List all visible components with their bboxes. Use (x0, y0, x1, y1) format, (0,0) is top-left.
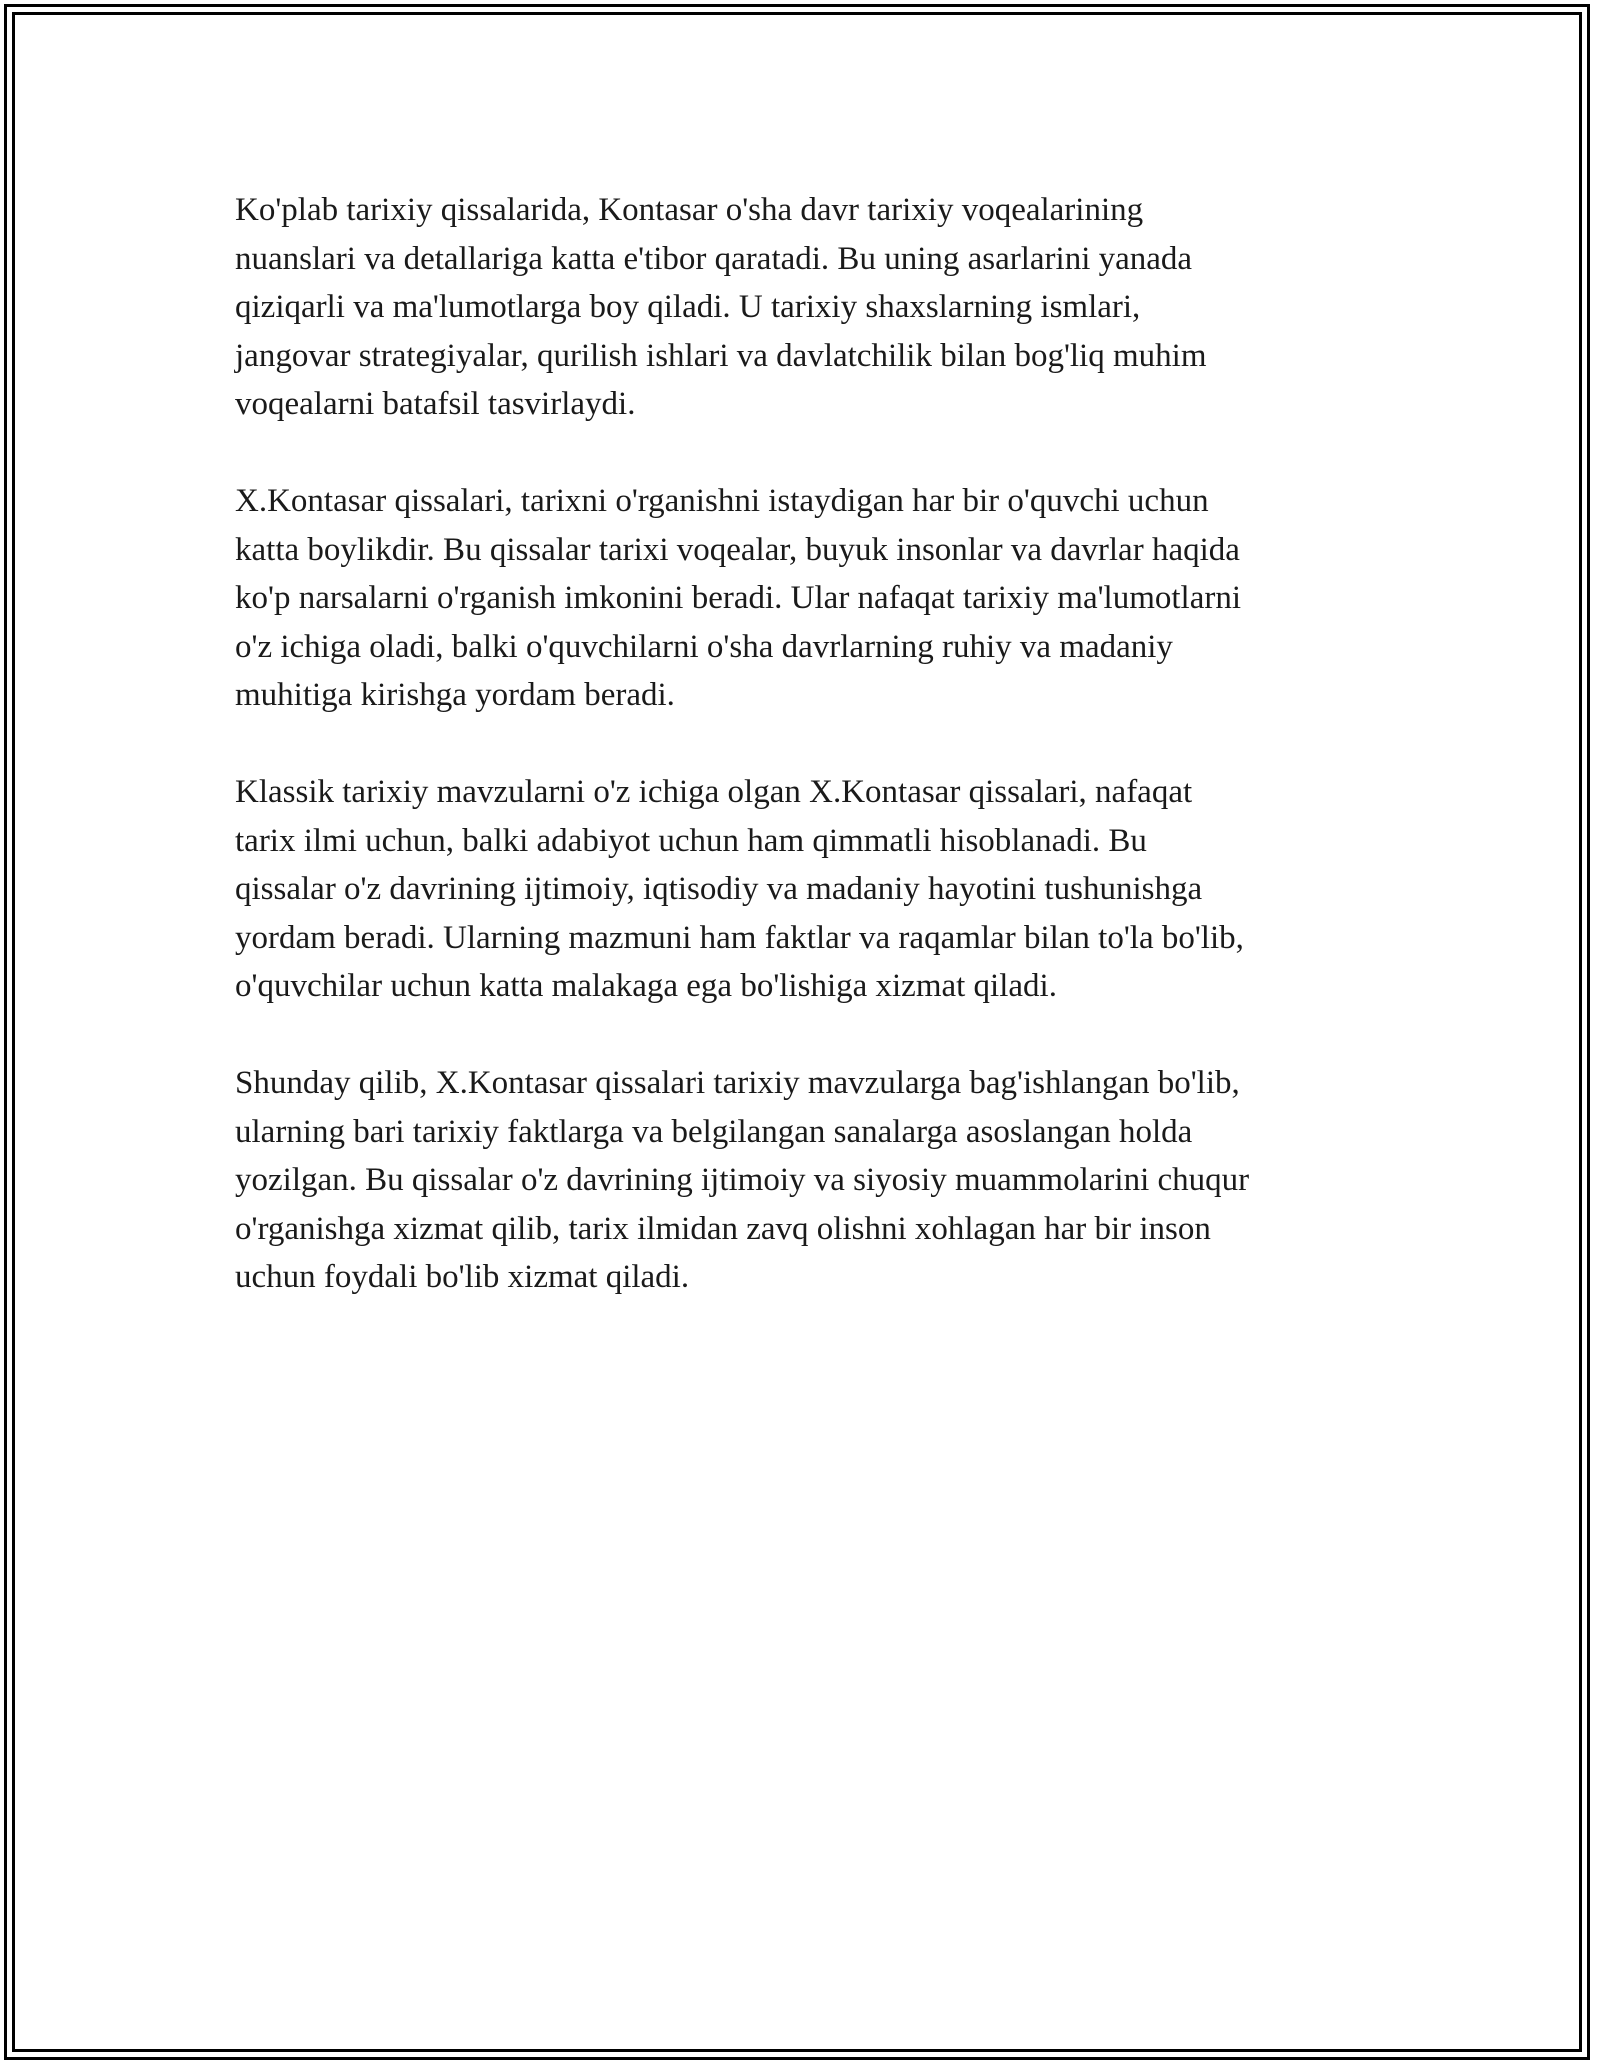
paragraph-1: Ko'plab tarixiy qissalarida, Kontasar o'sha davr tarixiy voqealarining nuanslari va detallariga katta e'tibor qaratadi. Bu uning asarlarini yanada qiziqarli va ma'lumotlarga boy qiladi. U tarixiy shaxslarning ismlari, jangovar strategiyalar, qurilish ishlari va davlatchilik bilan bog'liq muhim voqealarni batafsil tasvirlaydi. (235, 192, 1207, 422)
paragraph-2: X.Kontasar qissalari, tarixni o'rganishni istaydigan har bir o'quvchi uchun katta boylikdir. Bu qissalar tarixi voqealar, buyuk insonlar va davrlar haqida ko'p narsalarni o'rganish imkonini beradi. Ular nafaqat tarixiy ma'lumotlarni o'z ichiga oladi, balki o'quvchilarni o'sha davrlarning ruhiy va madaniy muhitiga kirishga yordam beradi. (235, 483, 1242, 713)
paragraph-4: Shunday qilib, X.Kontasar qissalari tarixiy mavzularga bag'ishlangan bo'lib, ularning bari tarixiy faktlarga va belgilangan sanalarga asoslangan holda yozilgan. Bu qissalar o'z davrining ijtimoiy va siyosiy muammolarini chuqur o'rganishga xizmat qilib, tarix ilmidan zavq olishni xohlagan har bir inson uchun foydali bo'lib xizmat qiladi. (235, 1065, 1250, 1295)
paragraph-3: Klassik tarixiy mavzularni o'z ichiga olgan X.Kontasar qissalari, nafaqat tarix ilmi uchun, balki adabiyot uchun ham qimmatli hisoblanadi. Bu qissalar o'z davrining ijtimoiy, iqtisodiy va madaniy hayotini tushunishga yordam beradi. Ularning mazmuni ham faktlar va raqamlar bilan to'la bo'lib, o'quvchilar uchun katta malakaga ega bo'lishiga xizmat qiladi. (235, 774, 1244, 1004)
document-body (235, 186, 1375, 1350)
